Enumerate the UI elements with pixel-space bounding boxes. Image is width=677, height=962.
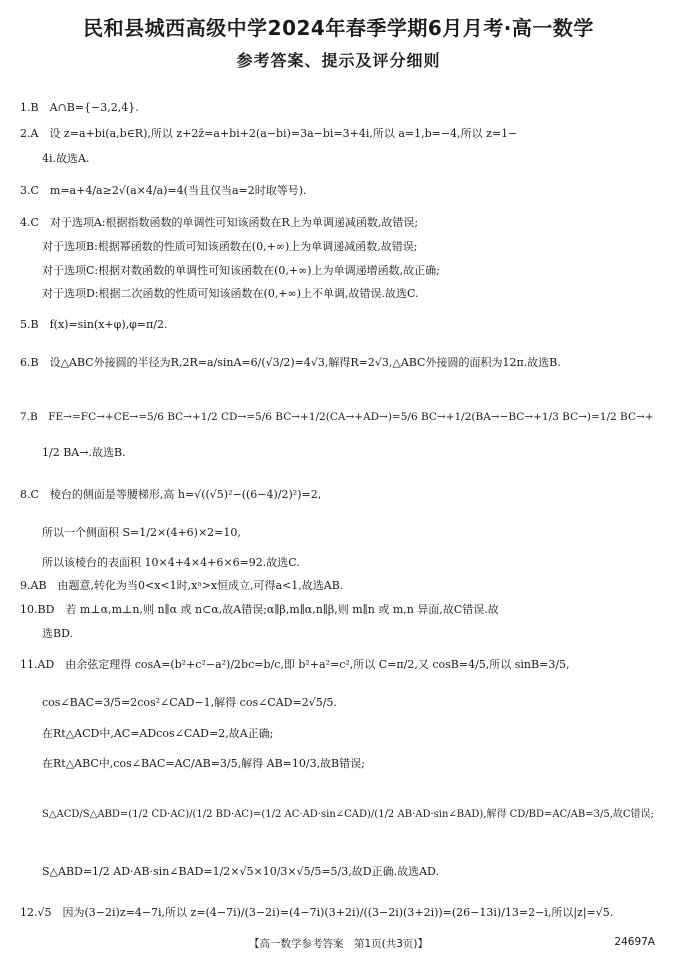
answer-line-2a: 2.A 设 z=a+bi(a,b∈R),所以 z+2z̄=a+bi+2(a−bi)=3a−bi=3+4i,所以 a=1,b=−4,所以 z=1− [20,127,518,140]
answer-line-12: 12.√5 因为(3−2i)z=4−7i,所以 z=(4−7i)/(3−2i)=(4−7i)(3+2i)/((3−2i)(3+2i))=(26−13i)/13=2−i,所以|z|=√5. [20,906,614,919]
answer-line-11b: cos∠BAC=3/5=2cos²∠CAD−1,解得 cos∠CAD=2√5/5. [42,696,337,709]
answer-line-10b: 选BD. [42,627,74,640]
answer-line-5: 5.B f(x)=sin(x+φ),φ=π/2. [20,318,168,331]
answer-line-11c: 在Rt△ACD中,AC=ADcos∠CAD=2,故A正确; [42,727,274,740]
answer-line-4d: 对于选项D:根据二次函数的性质可知该函数在(0,+∞)上不单调,故错误.故选C. [42,287,419,300]
answer-line-3: 3.C m=a+4/a≥2√(a×4/a)=4(当且仅当a=2时取等号). [20,184,307,197]
answer-line-4b: 对于选项B:根据幂函数的性质可知该函数在(0,+∞)上为单调递减函数,故错误; [42,240,418,253]
answer-line-6: 6.B 设△ABC外接圆的半径为R,2R=a/sinA=6/(√3/2)=4√3,解得R=2√3,△ABC外接圆的面积为12π.故选B. [20,356,561,369]
answer-line-8a: 8.C 棱台的侧面是等腰梯形,高 h=√((√5)²−((6−4)/2)²)=2, [20,488,322,501]
answer-line-11f: S△ABD=1/2 AD·AB·sin∠BAD=1/2×√5×10/3×√5/5=5/3,故D正确.故选AD. [42,865,439,878]
answer-line-7a: 7.B FE→=FC→+CE→=5/6 BC→+1/2 CD→=5/6 BC→+1/2(CA→+AD→)=5/6 BC→+1/2(BA→−BC→+1/3 BC→)=1/2 BC→+ [20,411,654,423]
answer-line-2b: 4i.故选A. [42,152,90,165]
page-subtitle: 参考答案、提示及评分细则 [236,51,441,70]
answer-line-10a: 10.BD 若 m⊥α,m⊥n,则 n∥α 或 n⊂α,故A错误;α∥β,m∥α,n∥β,则 m∥n 或 m,n 异面,故C错误.故 [20,603,499,616]
answer-line-1: 1.B A∩B={−3,2,4}. [20,101,139,114]
answer-line-8b: 所以一个侧面积 S=1/2×(4+6)×2=10, [42,526,241,539]
answer-line-9: 9.AB 由题意,转化为当0<x<1时,xᵃ>x恒成立,可得a<1,故选AB. [20,579,344,592]
answer-line-11a: 11.AD 由余弦定理得 cosA=(b²+c²−a²)/2bc=b/c,即 b²+a²=c²,所以 C=π/2,又 cosB=4/5,所以 sinB=3/5, [20,658,570,671]
answer-line-4c: 对于选项C:根据对数函数的单调性可知该函数在(0,+∞)上为单调递增函数,故正确; [42,264,440,277]
answer-line-4a: 4.C 对于选项A:根据指数函数的单调性可知该函数在R上为单调递减函数,故错误; [20,216,419,229]
answer-line-11e: S△ACD/S△ABD=(1/2 CD·AC)/(1/2 BD·AC)=(1/2 AC·AD·sin∠CAD)/(1/2 AB·AD·sin∠BAD),解得 CD/BD=AC/AB=3/5,故C错误; [42,809,654,820]
page-footer: 【高一数学参考答案 第1页(共3页)】 [248,938,429,950]
answer-line-8c: 所以该棱台的表面积 10×4+4×4+6×6=92.故选C. [42,556,300,569]
answer-line-7b: 1/2 BA→.故选B. [42,446,126,459]
page-title: 民和县城西高级中学2024年春季学期6月月考·高一数学 [83,16,594,40]
answer-line-11d: 在Rt△ABC中,cos∠BAC=AC/AB=3/5,解得 AB=10/3,故B错误; [42,757,365,770]
doc-code: 24697A [614,936,655,948]
